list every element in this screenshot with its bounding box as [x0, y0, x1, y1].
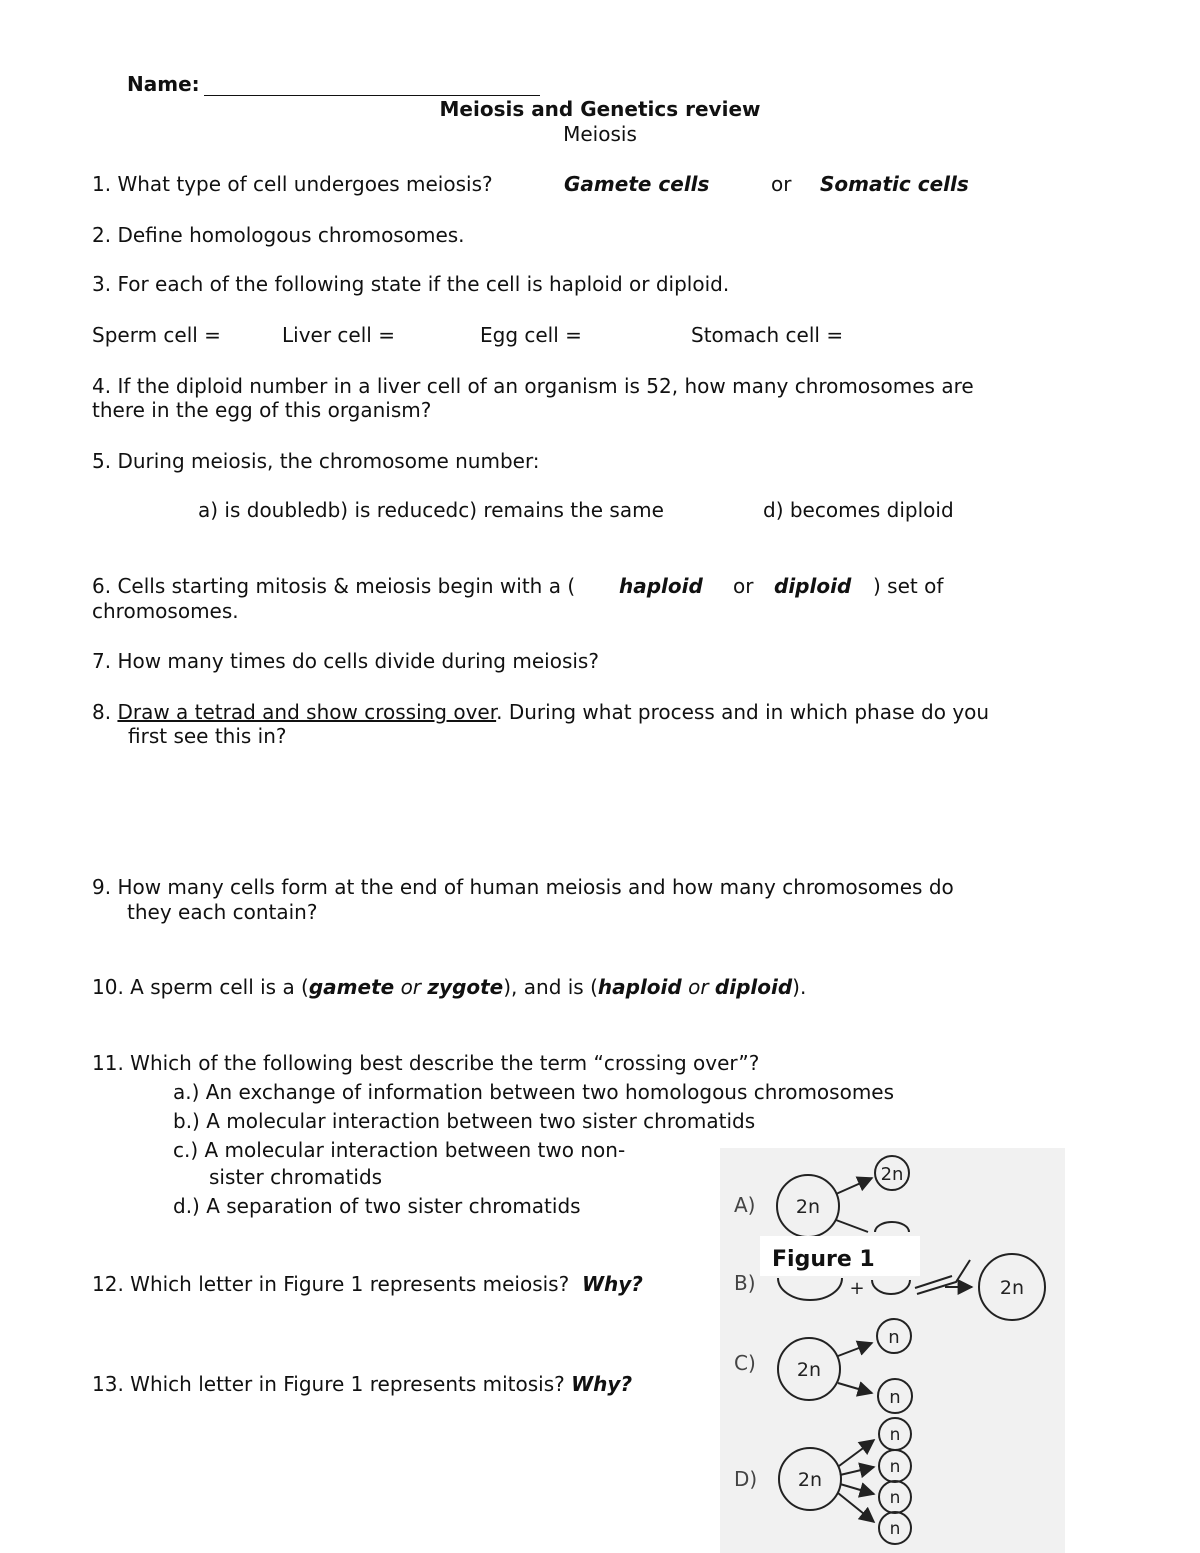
- q6-end: ) set of: [873, 574, 944, 598]
- a-parent-label: 2n: [795, 1196, 821, 1218]
- q11-option-d: d.) A separation of two sister chromatids: [173, 1194, 581, 1218]
- question-4-line1: 4. If the diploid number in a liver cell of an organism is 52, how many chromosomes are: [92, 374, 974, 398]
- figure-1: [720, 1148, 1065, 1553]
- q12-text: 12. Which letter in Figure 1 represents meiosis?: [92, 1272, 570, 1296]
- q5-options-abc: a) is doubledb) is reducedc) remains the same: [198, 498, 664, 522]
- q13-why: Why?: [571, 1372, 633, 1396]
- figure-label-b: B): [734, 1271, 756, 1295]
- question-2: 2. Define homologous chromosomes.: [92, 223, 465, 247]
- q11-option-a: a.) An exchange of information between two homologous chromosomes: [173, 1080, 895, 1104]
- question-6-start: 6. Cells starting mitosis & meiosis begin with a (: [92, 574, 576, 598]
- figure-label-a: A): [734, 1193, 756, 1217]
- q12-why: Why?: [581, 1272, 643, 1296]
- question-10: [92, 975, 806, 999]
- c-child-label-bottom: n: [889, 1387, 901, 1408]
- b-plus: +: [849, 1278, 865, 1299]
- q6-or: or: [733, 574, 754, 598]
- q8-number: 8.: [92, 700, 118, 724]
- d-child-label-4: n: [889, 1519, 901, 1539]
- figure-label-d: D): [734, 1467, 758, 1491]
- q3-sperm-cell: Sperm cell =: [92, 323, 221, 347]
- question-5: 5. During meiosis, the chromosome number:: [92, 449, 540, 473]
- q8-rest: . During what process and in which phase do you: [496, 700, 990, 724]
- name-label: Name:: [127, 72, 200, 96]
- q10-diploid: diploid: [714, 975, 793, 999]
- q11-option-c-cont: sister chromatids: [209, 1165, 383, 1189]
- q1-option-gamete: Gamete cells: [564, 172, 710, 196]
- question-1: 1. What type of cell undergoes meiosis?: [92, 172, 493, 196]
- q10-or-1: or: [400, 975, 422, 999]
- question-6-line2: chromosomes.: [92, 599, 239, 623]
- q10-haploid: haploid: [597, 975, 682, 999]
- question-8-line1: [92, 700, 989, 724]
- d-parent-label: 2n: [797, 1469, 823, 1491]
- a-child-label-top: 2n: [880, 1164, 904, 1185]
- question-11: 11. Which of the following best describe the term “crossing over”?: [92, 1051, 760, 1075]
- q3-liver-cell: Liver cell =: [282, 323, 395, 347]
- d-child-label-3: n: [889, 1488, 901, 1508]
- question-8-line2: first see this in?: [128, 724, 287, 748]
- figure-caption: Figure 1: [772, 1247, 875, 1272]
- q10-or-2: or: [688, 975, 709, 999]
- q11-option-c: c.) A molecular interaction between two non-: [173, 1138, 626, 1162]
- question-12: [92, 1272, 643, 1296]
- q5-option-d: d) becomes diploid: [763, 498, 954, 522]
- worksheet-title: Meiosis and Genetics review: [439, 97, 761, 121]
- q10-gamete: gamete: [308, 975, 395, 999]
- q3-egg-cell: Egg cell =: [480, 323, 582, 347]
- q6-option-haploid: haploid: [619, 574, 703, 598]
- q10-end: ).: [792, 975, 807, 999]
- q3-stomach-cell: Stomach cell =: [691, 323, 844, 347]
- question-3: 3. For each of the following state if the cell is haploid or diploid.: [92, 272, 730, 296]
- d-child-label-2: n: [889, 1457, 901, 1477]
- question-7: 7. How many times do cells divide during meiosis?: [92, 649, 599, 673]
- q13-text: 13. Which letter in Figure 1 represents mitosis?: [92, 1372, 565, 1396]
- name-blank-line[interactable]: [204, 95, 540, 96]
- q6-option-diploid: diploid: [774, 574, 852, 598]
- section-subtitle: Meiosis: [563, 122, 637, 146]
- q1-option-somatic: Somatic cells: [820, 172, 969, 196]
- c-child-label-top: n: [888, 1327, 900, 1348]
- q11-option-b: b.) A molecular interaction between two sister chromatids: [173, 1109, 756, 1133]
- q10-start: 10. A sperm cell is a (: [92, 975, 309, 999]
- figure-label-c: C): [734, 1351, 756, 1375]
- d-child-label-1: n: [889, 1425, 901, 1445]
- question-4-line2: there in the egg of this organism?: [92, 398, 432, 422]
- question-9-line1: 9. How many cells form at the end of human meiosis and how many chromosomes do: [92, 875, 954, 899]
- question-9-line2: they each contain?: [127, 900, 318, 924]
- q1-or: or: [771, 172, 792, 196]
- question-13: [92, 1372, 632, 1396]
- q10-zygote: zygote: [427, 975, 504, 999]
- c-parent-label: 2n: [796, 1359, 822, 1381]
- q10-mid: ), and is (: [503, 975, 598, 999]
- q8-underlined-task: Draw a tetrad and show crossing over: [117, 700, 497, 724]
- b-result-label: 2n: [999, 1277, 1025, 1299]
